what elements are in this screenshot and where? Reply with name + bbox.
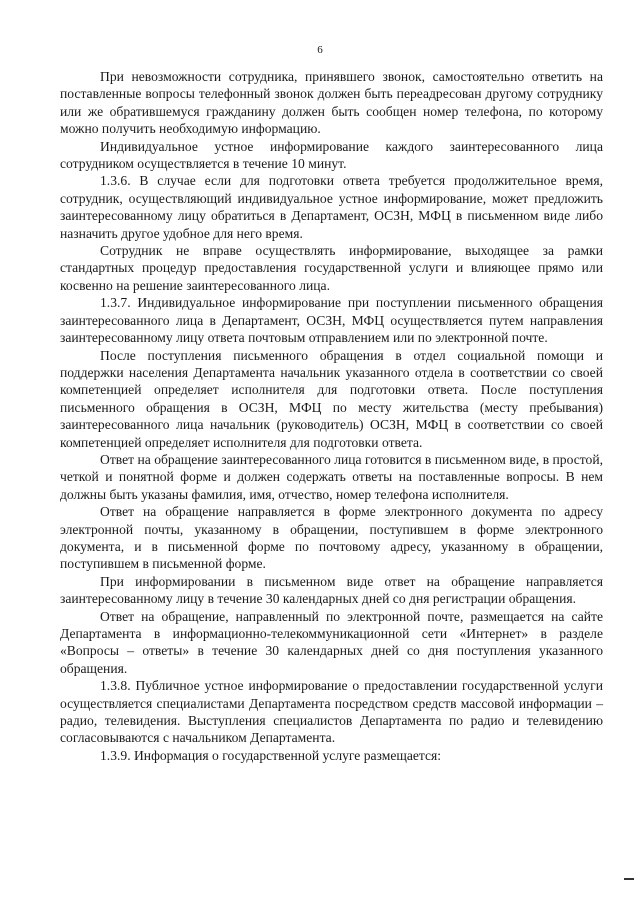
paragraph: Ответ на обращение заинтересованного лица готовится в письменном виде, в простой, четкой и понятной форме и должен содержать ответы на поставленные вопросы. В нем должны быть указаны фамилия, имя, отчество, номер телефона исполнителя.	[60, 451, 603, 502]
paragraph: 1.3.6. В случае если для подготовки ответа требуется продолжительное время, сотрудник, осуществляющий индивидуальное устное информирование, может предложить заинтересованному лицу обратиться в Департамент, ОСЗН, МФЦ в письменном виде либо назначить другое удобное для него время.	[60, 173, 603, 241]
paragraph: 1.3.9. Информация о государственной услуге размещается:	[100, 747, 442, 763]
paragraph: 1.3.8. Публичное устное информирование о предоставлении государственной услуги осуществляется специалистами Департамента посредством средств массовой информации – радио, телевидения. Выступления специалистов Департамента по радио и телевидению согласовываются с начальником Департамента.	[60, 678, 603, 746]
paragraph: При невозможности сотрудника, принявшего звонок, самостоятельно ответить на поставленные вопросы телефонный звонок должен быть переадресован другому сотруднику или же обратившемуся гражданину должен быть сообщен номер телефона, по которому можно получить необходимую информацию.	[60, 69, 603, 137]
page-number: 6	[317, 44, 323, 56]
paragraph: Индивидуальное устное информирование каждого заинтересованного лица сотрудником осуществляется в течение 10 минут.	[60, 138, 603, 172]
paragraph: При информировании в письменном виде ответ на обращение направляется заинтересованному лицу в течение 30 календарных дней со дня регистрации обращения.	[60, 573, 603, 607]
paragraph: Ответ на обращение направляется в форме электронного документа по адресу электронной почты, указанному в обращении, поступившем в форме электронного документа, и в письменной форме по почтовому адресу, указанному в обращении, поступившем в письменной форме.	[60, 504, 603, 572]
paragraph: Сотрудник не вправе осуществлять информирование, выходящее за рамки стандартных процедур предоставления государственной услуги и влияющее прямо или косвенно на решение заинтересованного лица.	[60, 243, 603, 293]
paragraph: Ответ на обращение, направленный по электронной почте, размещается на сайте Департамента в информационно-телекоммуникационной сети «Интернет» в разделе «Вопросы – ответы» в течение 30 календарных дней со дня поступления указанного обращения.	[60, 608, 603, 676]
paragraph: После поступления письменного обращения в отдел социальной помощи и поддержки населения Департамента начальник указанного отдела в соответствии со своей компетенцией определяет исполнителя для подготовки ответа. После поступления письменного обращения в ОСЗН, МФЦ по месту жительства (месту пребывания) заинтересованного лица начальник (руководитель) ОСЗН, МФЦ в соответствии со своей компетенцией определяет исполнителя для подготовки ответа.	[60, 347, 603, 450]
document-body	[60, 68, 603, 764]
paragraph: 1.3.7. Индивидуальное информирование при поступлении письменного обращения заинтересованного лица в Департамент, ОСЗН, МФЦ осуществляется путем направления заинтересованному лицу ответа почтовым отправлением или по электронной почте.	[60, 295, 603, 346]
scan-edge-mark	[624, 878, 634, 880]
